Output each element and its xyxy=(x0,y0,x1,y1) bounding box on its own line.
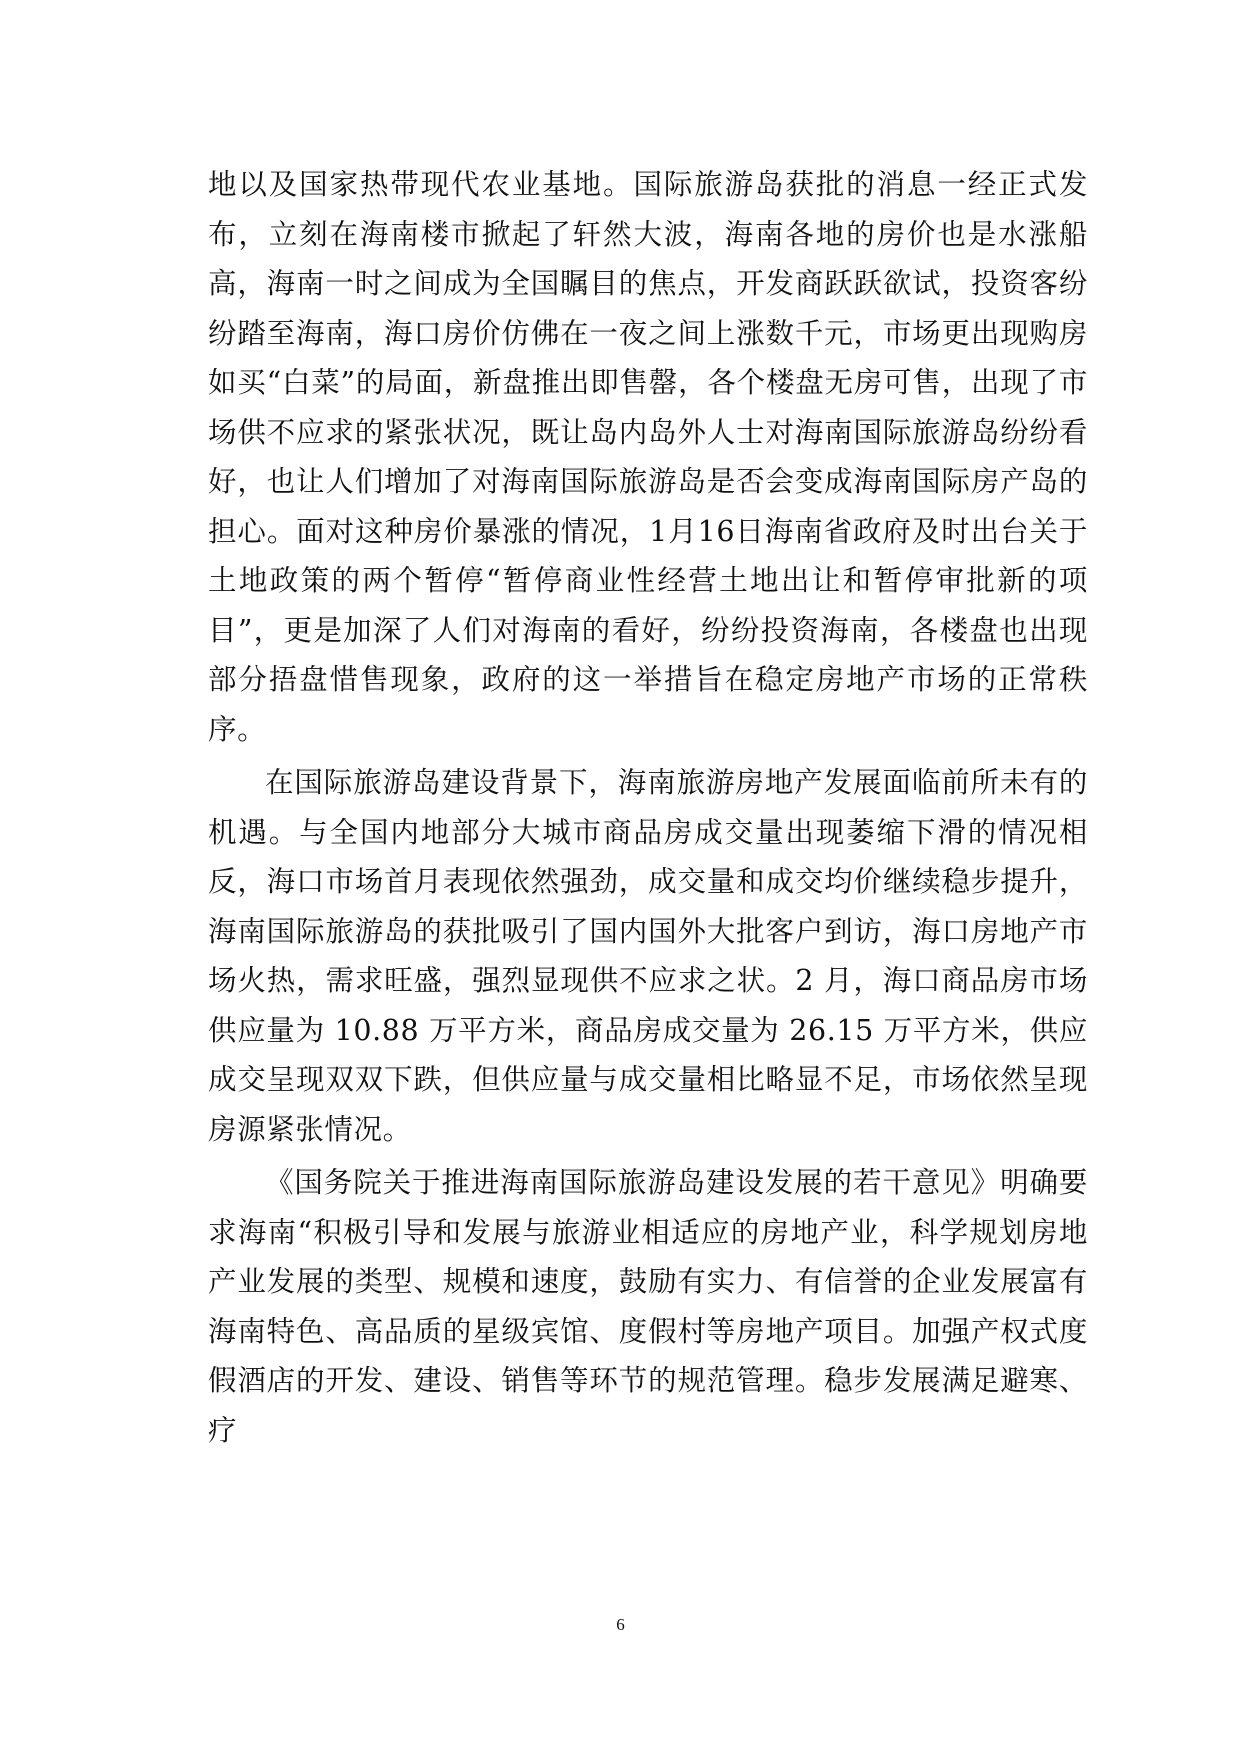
paragraph-state-council-opinions: 《国务院关于推进海南国际旅游岛建设发展的若干意见》明确要求海南“积极引导和发展与旅游业相适应的房地产业，科学规划房地产业发展的类型、规模和速度，鼓励有实力、有信誉的企业发展富有海南特色、高品质的星级宾馆、度假村等房地产项目。加强产权式度假酒店的开发、建设、销售等环节的规范管理。稳步发展满足避寒、疗 xyxy=(208,1166,1088,1447)
document-body xyxy=(208,160,1088,1455)
paragraph-tourism-island-opportunity: 在国际旅游岛建设背景下，海南旅游房地产发展面临前所未有的机遇。与全国内地部分大城市商品房成交量出现萎缩下滑的情况相反，海口市场首月表现依然强劲，成交量和成交均价继续稳步提升，海南国际旅游岛的获批吸引了国内国外大批客户到访，海口房地产市场火热，需求旺盛，强烈显现供不应求之状。2 月，海口商品房市场供应量为 10.88 万平方米，商品房成交量为 26.15 万平方米，供应成交呈现双双下跌，但供应量与成交量相比略显不足，市场依然呈现房源紧张情况。 xyxy=(208,766,1088,1146)
page-number: 6 xyxy=(616,1615,625,1634)
paragraph-continued: 地以及国家热带现代农业基地。国际旅游岛获批的消息一经正式发布，立刻在海南楼市掀起了轩然大波，海南各地的房价也是水涨船高，海南一时之间成为全国瞩目的焦点，开发商跃跃欲试，投资客纷纷踏至海南，海口房价仿佛在一夜之间上涨数千元，市场更出现购房如买“白菜”的局面，新盘推出即售罄，各个楼盘无房可售，出现了市场供不应求的紧张状况，既让岛内岛外人士对海南国际旅游岛纷纷看好，也让人们增加了对海南国际旅游岛是否会变成海南国际房产岛的担心。面对这种房价暴涨的情况，1月16日海南省政府及时出台关于土地政策的两个暂停“暂停商业性经营土地出让和暂停审批新的项目”，更是加深了人们对海南的看好，纷纷投资海南，各楼盘也出现部分捂盘惜售现象，政府的这一举措旨在稳定房地产市场的正常秩序。 xyxy=(208,168,1088,746)
